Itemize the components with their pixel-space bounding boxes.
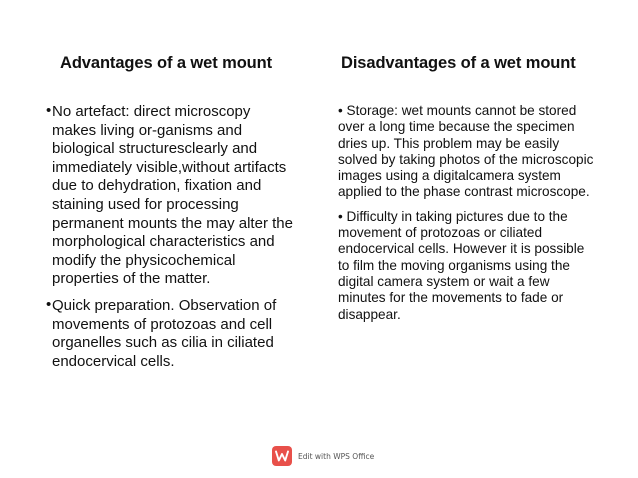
bullet: •	[46, 295, 52, 313]
advantage-item-quick-preparation	[46, 297, 296, 371]
bullet: •	[46, 102, 52, 119]
disadvantage-item-pictures: • Difficulty in taking pictures due to the movement of protozoas or ciliated endocervical cells. However it is possible to film the moving organisms using the digital camera system or wait a few minutes for the movements to fade or disappear.	[338, 208, 585, 322]
edit-with-wps-badge[interactable]	[272, 446, 374, 466]
disadvantages-list	[338, 103, 598, 331]
disadvantage-item-storage: • Storage: wet mounts cannot be stored over a long time because the specimen dries up. This problem may be easily solved by taking photos of the microscopic images using a digitalcamera system applied to the phase contrast microscope.	[338, 103, 594, 200]
wps-w-glyph-icon	[275, 450, 289, 462]
disadvantages-heading: Disadvantages of a wet mount	[341, 54, 576, 72]
wps-office-logo-icon	[272, 446, 292, 466]
advantages-heading: Advantages of a wet mount	[60, 54, 273, 72]
edit-with-wps-label[interactable]: Edit with WPS Office	[298, 451, 375, 461]
advantages-list	[46, 103, 296, 379]
advantage-text: Quick preparation. Observation of movements of protozoas and cell organelles such as cilia in ciliated endocervical cells.	[52, 296, 277, 370]
advantage-text: No artefact: direct microscopy makes living or-ganisms and biological structuresclearly and immediately visible,without artifacts due to dehydration, fixation and staining used for processing permanent mounts the may alter the morphological characteristics and modify the physicochemical properties of the matter.	[52, 103, 293, 288]
advantage-item-no-artefact	[46, 103, 296, 289]
